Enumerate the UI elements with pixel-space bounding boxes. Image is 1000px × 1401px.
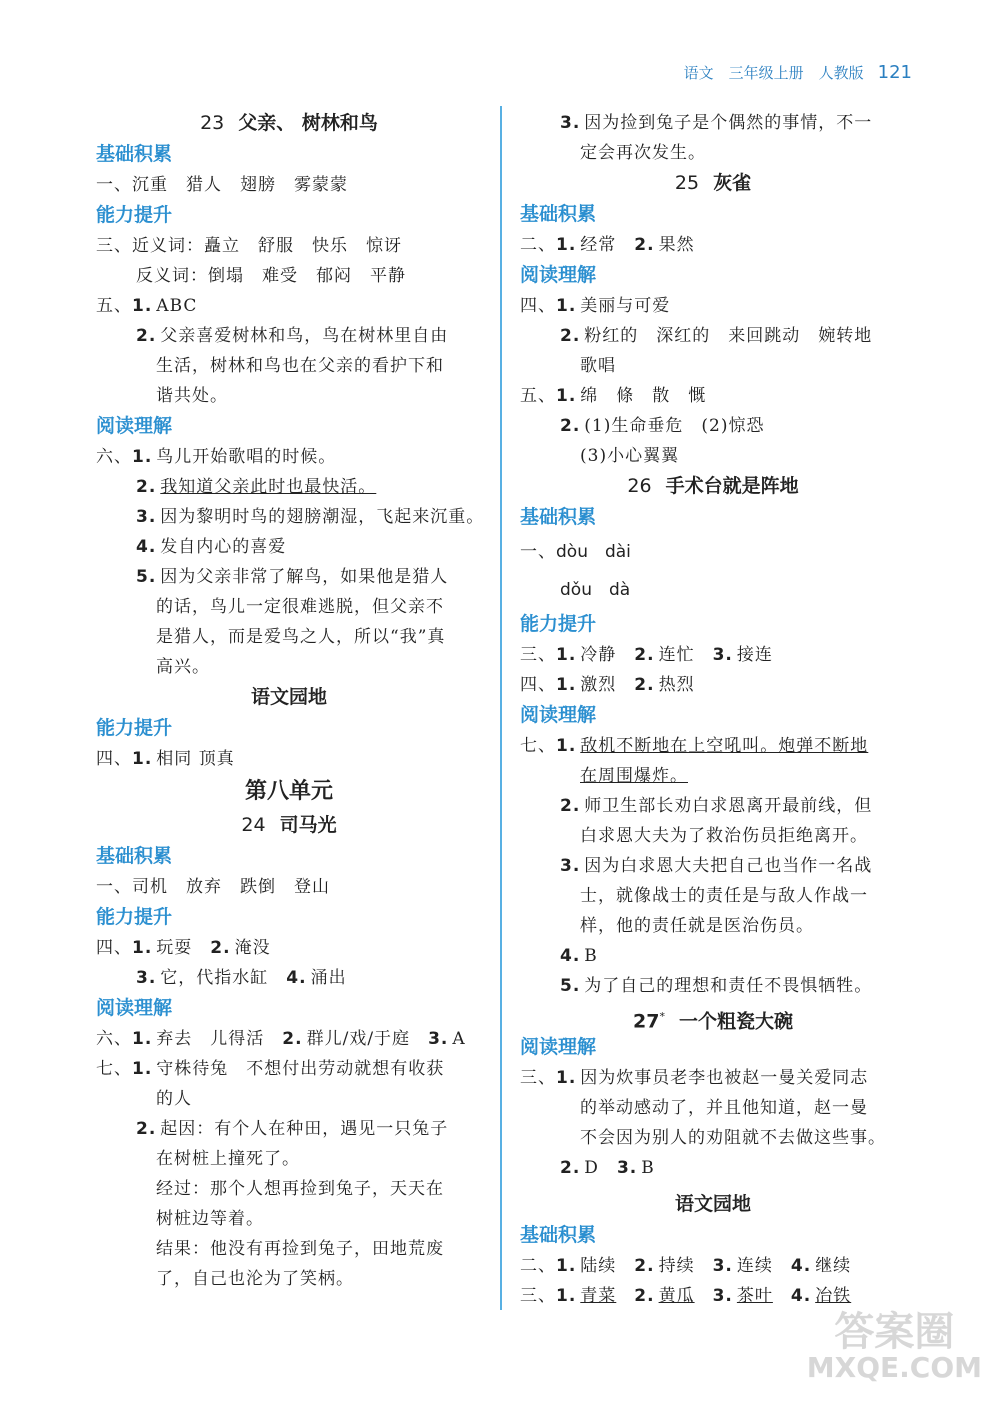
answer-line: 一、司机 放弃 跌倒 登山 [96, 877, 330, 897]
answer-line: 在周围爆炸。 [580, 766, 688, 786]
answer-line: 结果：他没有再捡到兔子，田地荒废 [156, 1239, 444, 1259]
unit-title: 第八单元 [244, 779, 333, 804]
lesson-27-title: 27* 一个粗瓷大碗 [633, 1010, 793, 1033]
answer-line: 一、沉重 猎人 翅膀 雾蒙蒙 [96, 175, 348, 195]
section-heading: 能力提升 [96, 717, 173, 739]
chinese-garden-title: 语文园地 [250, 686, 327, 708]
answer-line: 五、1. 绵 條 散 慨 [520, 386, 707, 406]
section-heading: 基础积累 [520, 506, 597, 528]
answer-line: 七、1. 敌机不断地在上空吼叫。炮弹不断地 [520, 736, 869, 756]
section-heading: 基础积累 [520, 1224, 597, 1246]
page-number: 121 [877, 62, 912, 83]
answer-line: 六、1. 弃去 儿得活 2. 群儿/戏/于庭 3. A [96, 1029, 466, 1049]
column-divider [500, 106, 502, 1310]
section-heading: 能力提升 [96, 906, 173, 928]
lesson-25-title: 25 灰雀 [674, 172, 752, 194]
answer-line: 3. 它，代指水缸 4. 涌出 [136, 968, 347, 988]
answer-line: 3. 因为白求恩大夫把自己也当作一名战 [560, 856, 873, 876]
answer-line: 2. D 3. B [560, 1158, 655, 1178]
answer-line: 四、1. 美丽与可爱 [520, 296, 671, 316]
answer-line: 谐共处。 [156, 386, 228, 406]
lesson-23-title: 23 父亲、 树林和鸟 [200, 112, 378, 134]
answer-line: 三、近义词：矗立 舒服 快乐 惊讶 [96, 236, 402, 256]
answer-line: 二、1. 陆续 2. 持续 3. 连续 4. 继续 [520, 1256, 852, 1276]
section-heading: 基础积累 [520, 203, 597, 225]
answer-line: 是猎人，而是爱鸟之人，所以“我”真 [156, 627, 446, 647]
answer-line: 二、1. 经常 2. 果然 [520, 235, 695, 255]
answer-line: 2. 我知道父亲此时也最快活。 [136, 477, 377, 497]
answer-line: 定会再次发生。 [580, 143, 706, 163]
answer-line: 4. B [560, 946, 598, 966]
answer-line: 2. 师卫生部长劝白求恩离开最前线，但 [560, 796, 873, 816]
answer-line: 歌唱 [580, 356, 616, 376]
section-heading: 能力提升 [520, 613, 597, 635]
left-column [96, 108, 485, 1294]
answer-line: 高兴。 [156, 657, 210, 677]
book-title: 语文 三年级上册 人教版 [683, 64, 864, 82]
answer-line: 了，自己也沦为了笑柄。 [156, 1269, 354, 1289]
answer-line: 的人 [156, 1089, 192, 1109]
answer-line: 的举动感动了，并且他知道，赵一曼 [580, 1098, 868, 1118]
right-column [520, 108, 906, 1311]
lesson-26-title: 26 手术台就是阵地 [627, 475, 799, 497]
section-heading: 阅读理解 [520, 704, 597, 726]
answer-line: 三、1. 因为炊事员老李也被赵一曼关爱同志 [520, 1068, 869, 1088]
answer-line: 白求恩大夫为了救治伤员拒绝离开。 [580, 826, 868, 846]
section-heading: 基础积累 [96, 845, 173, 867]
section-heading: 阅读理解 [96, 415, 173, 437]
section-heading: 阅读理解 [520, 1036, 597, 1058]
answer-line: 2. 起因：有个人在种田，遇见一只兔子 [136, 1119, 449, 1139]
answer-line: 2. 父亲喜爱树林和鸟，鸟在树林里自由 [136, 326, 449, 346]
answer-line: 四、1. 激烈 2. 热烈 [520, 675, 695, 695]
answer-line: 一、dòu dài [520, 542, 631, 562]
chinese-garden-title: 语文园地 [674, 1193, 751, 1215]
section-heading: 阅读理解 [96, 997, 173, 1019]
answer-line: 不会因为别人的劝阻就不去做这些事。 [580, 1128, 886, 1148]
answer-line: 3. 因为捡到兔子是个偶然的事情，不一 [560, 113, 873, 133]
answer-line: 经过：那个人想再捡到兔子，天天在 [156, 1179, 444, 1199]
answer-line: 四、1. 相同 顶真 [96, 749, 235, 769]
answer-line: 六、1. 鸟儿开始歌唱的时候。 [96, 447, 337, 467]
answer-line: 七、1. 守株待兔 不想付出劳动就想有收获 [96, 1059, 445, 1079]
answer-line: (3)小心翼翼 [580, 446, 680, 466]
answer-line: 士，就像战士的责任是与敌人作战一 [580, 886, 868, 906]
answer-line: 生活，树林和鸟也在父亲的看护下和 [156, 356, 444, 376]
answer-line: 五、1. ABC [96, 296, 198, 316]
watermark-logo: 答案圈 MXQE.COM [806, 1309, 982, 1384]
section-heading: 基础积累 [96, 143, 173, 165]
answer-line: 3. 因为黎明时鸟的翅膀潮湿，飞起来沉重。 [136, 507, 485, 527]
answer-line: 三、1. 青菜 2. 黄瓜 3. 茶叶 4. 冶铁 [520, 1286, 852, 1306]
answer-line: 四、1. 玩耍 2. 淹没 [96, 938, 271, 958]
answer-line: 反义词：倒塌 难受 郁闷 平静 [136, 266, 406, 286]
lesson-24-title: 24 司马光 [241, 814, 337, 836]
answer-line: 三、1. 冷静 2. 连忙 3. 接连 [520, 645, 773, 665]
page-header [684, 62, 912, 83]
answer-line: 4. 发自内心的喜爱 [136, 537, 287, 557]
answer-line: 的话，鸟儿一定很难逃脱，但父亲不 [156, 597, 444, 617]
answer-line: 5. 因为父亲非常了解鸟，如果他是猎人 [136, 567, 449, 587]
section-heading: 阅读理解 [520, 264, 597, 286]
answer-line: 样，他的责任就是医治伤员。 [580, 916, 814, 936]
answer-line: 2. 粉红的 深红的 来回跳动 婉转地 [560, 326, 873, 346]
answer-line: 2. (1)生命垂危 (2)惊恐 [560, 416, 765, 436]
answer-line [520, 571, 906, 609]
pinyin-answer: dǒu dà [560, 580, 631, 600]
answer-line: 树桩边等着。 [156, 1209, 264, 1229]
answer-line: 在树桩上撞死了。 [156, 1149, 300, 1169]
answer-line: 5. 为了自己的理想和责任不畏惧牺牲。 [560, 976, 873, 996]
pinyin-answer: dòu dài [556, 542, 631, 562]
section-heading: 能力提升 [96, 204, 173, 226]
